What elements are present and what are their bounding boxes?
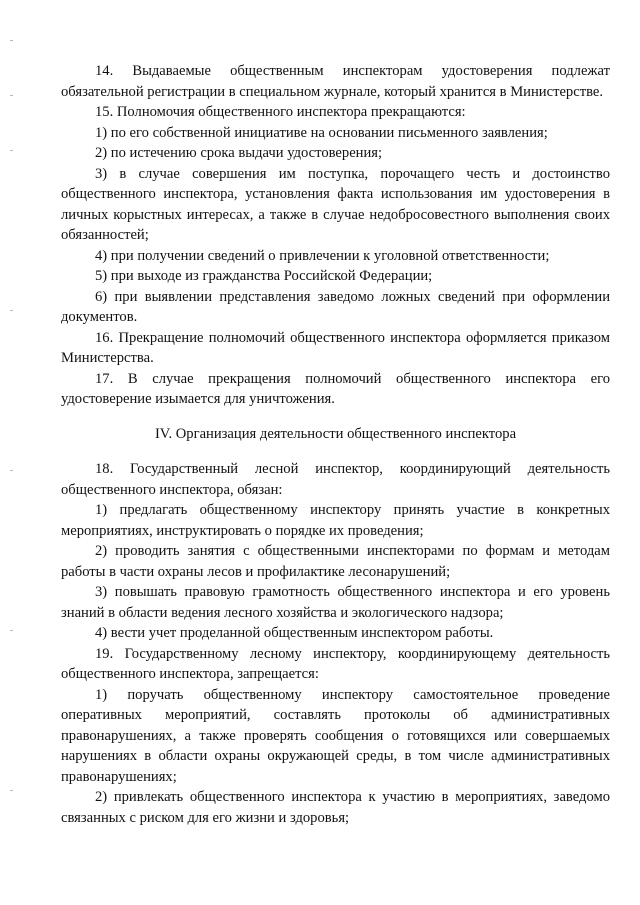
list-item: 2) по истечению срока выдачи удостоверения; xyxy=(95,145,383,161)
scan-edge-mark xyxy=(10,470,13,471)
scan-edge-mark xyxy=(10,310,13,311)
scan-edge-mark xyxy=(10,40,13,41)
scan-edge-mark xyxy=(10,95,13,96)
list-item: 1) предлагать общественному инспектору принять участие в конкретных мероприятиях, инструктировать о порядке их проведения; xyxy=(61,502,610,539)
scan-left-edge xyxy=(4,0,18,905)
paragraph-item-19: 19. Государственному лесному инспектору, координирующему деятельность общественного инспектора, запрещается: xyxy=(61,645,610,682)
list-item: 2) проводить занятия с общественными инспекторами по формам и методам работы в части охраны лесов и профилактике лесонарушений; xyxy=(61,543,610,580)
list-item: 6) при выявлении представления заведомо ложных сведений при оформлении документов. xyxy=(61,288,610,325)
section-heading: IV. Организация деятельности общественного инспектора xyxy=(154,425,517,442)
list-item: 3) повышать правовую грамотность общественного инспектора и его уровень знаний в области ведения лесного хозяйства и экологического надзора; xyxy=(61,584,610,621)
document-body xyxy=(61,61,610,828)
list-item: 1) поручать общественному инспектору самостоятельное проведение оперативных мероприятий, составлять протоколы об административных правонарушениях, а также проверять сообщения о готовящихся или совершаемых нарушениях в области охраны окружающей среды, в том числе административных правонарушениях; xyxy=(61,686,610,785)
paragraph-item-17: 17. В случае прекращения полномочий общественного инспектора его удостоверение изымается для уничтожения. xyxy=(61,370,610,407)
scan-edge-mark xyxy=(10,150,13,151)
list-item: 4) при получении сведений о привлечении к уголовной ответственности; xyxy=(95,247,550,264)
list-item: 2) привлекать общественного инспектора к участию в мероприятиях, заведомо связанных с риском для его жизни и здоровья; xyxy=(61,789,610,826)
paragraph-item-16: 16. Прекращение полномочий общественного инспектора оформляется приказом Министерства. xyxy=(61,329,610,366)
scan-edge-mark xyxy=(10,790,13,791)
list-item: 5) при выходе из гражданства Российской Федерации; xyxy=(95,268,433,284)
list-item: 4) вести учет проделанной общественным инспектором работы. xyxy=(95,625,494,641)
paragraph-item-18: 18. Государственный лесной инспектор, координирующий деятельность общественного инспектора, обязан: xyxy=(61,461,610,498)
scan-edge-mark xyxy=(10,630,13,631)
list-item: 3) в случае совершения им поступка, порочащего честь и достоинство общественного инспектора, установления факта использования им удостоверения в личных корыстных интересах, а также в случае недобросовестного выполнения своих обязанностей; xyxy=(61,165,610,243)
list-item: 1) по его собственной инициативе на основании письменного заявления; xyxy=(95,124,548,141)
paragraph-item-15: 15. Полномочия общественного инспектора прекращаются: xyxy=(95,104,466,120)
paragraph-item-14: 14. Выдаваемые общественным инспекторам удостоверения подлежат обязательной регистрации в специальном журнале, который хранится в Министерстве. xyxy=(61,63,610,100)
